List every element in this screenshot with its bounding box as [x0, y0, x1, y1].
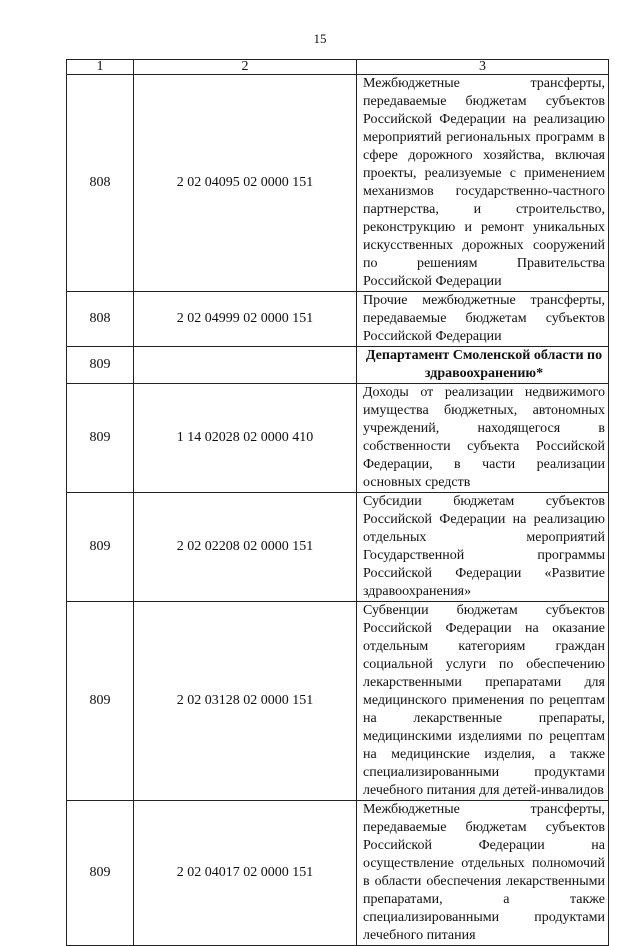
table-row — [67, 75, 609, 292]
admin-code-cell: 809 — [67, 801, 134, 946]
kbk-code-cell: 2 02 04017 02 0000 151 — [134, 801, 357, 946]
description-cell: Межбюджетные трансферты, передаваемые бюджетам субъектов Российской Федерации на реализацию мероприятий региональных программ в сфере дорожного хозяйства, включая проекты, реализуемые с применением механизмов государственно-частного партнерства, и строительство, реконструкцию и ремонт уникальных искусственных дорожных сооружений по решениям Правительства Российской Федерации — [357, 75, 609, 292]
revenue-codes-table — [66, 59, 609, 946]
admin-code-cell: 808 — [67, 75, 134, 292]
description-cell: Доходы от реализации недвижимого имущества бюджетных, автономных учреждений, находящегося в собственности субъекта Российской Федерации, в части реализации основных средств — [357, 384, 609, 493]
table-row — [67, 801, 609, 946]
department-name-cell: Департамент Смоленской области по здравоохранению* — [357, 347, 609, 384]
column-header-1: 1 — [67, 60, 134, 75]
kbk-code-cell — [134, 347, 357, 384]
admin-code-cell: 809 — [67, 384, 134, 493]
description-cell: Межбюджетные трансферты, передаваемые бюджетам субъектов Российской Федерации на осуществление отдельных полномочий в области обеспечения лекарственными препаратами, а также специализированными продуктами лечебного питания — [357, 801, 609, 946]
description-cell: Субвенции бюджетам субъектов Российской Федерации на оказание отдельным категориям граждан социальной услуги по обеспечению лекарственными препаратами для медицинского применения по рецептам на лекарственные препараты, медицинскими изделиями по рецептам на медицинские изделия, а также специализированными продуктами лечебного питания для детей-инвалидов — [357, 602, 609, 801]
kbk-code-cell: 2 02 04999 02 0000 151 — [134, 292, 357, 347]
kbk-code-cell: 2 02 04095 02 0000 151 — [134, 75, 357, 292]
column-header-3: 3 — [357, 60, 609, 75]
description-cell: Прочие межбюджетные трансферты, передаваемые бюджетам субъектов Российской Федерации — [357, 292, 609, 347]
table-row — [67, 493, 609, 602]
admin-code-cell: 809 — [67, 602, 134, 801]
table-row-department-heading — [67, 347, 609, 384]
kbk-code-cell: 2 02 03128 02 0000 151 — [134, 602, 357, 801]
table-row — [67, 384, 609, 493]
table-row — [67, 602, 609, 801]
admin-code-cell: 808 — [67, 292, 134, 347]
column-header-2: 2 — [134, 60, 357, 75]
description-cell: Субсидии бюджетам субъектов Российской Федерации на реализацию отдельных мероприятий Государственной программы Российской Федерации «Развитие здравоохранения» — [357, 493, 609, 602]
page-number: 15 — [313, 31, 327, 46]
table-row — [67, 292, 609, 347]
table-header-row — [67, 60, 609, 75]
admin-code-cell: 809 — [67, 493, 134, 602]
kbk-code-cell: 2 02 02208 02 0000 151 — [134, 493, 357, 602]
kbk-code-cell: 1 14 02028 02 0000 410 — [134, 384, 357, 493]
admin-code-cell: 809 — [67, 347, 134, 384]
